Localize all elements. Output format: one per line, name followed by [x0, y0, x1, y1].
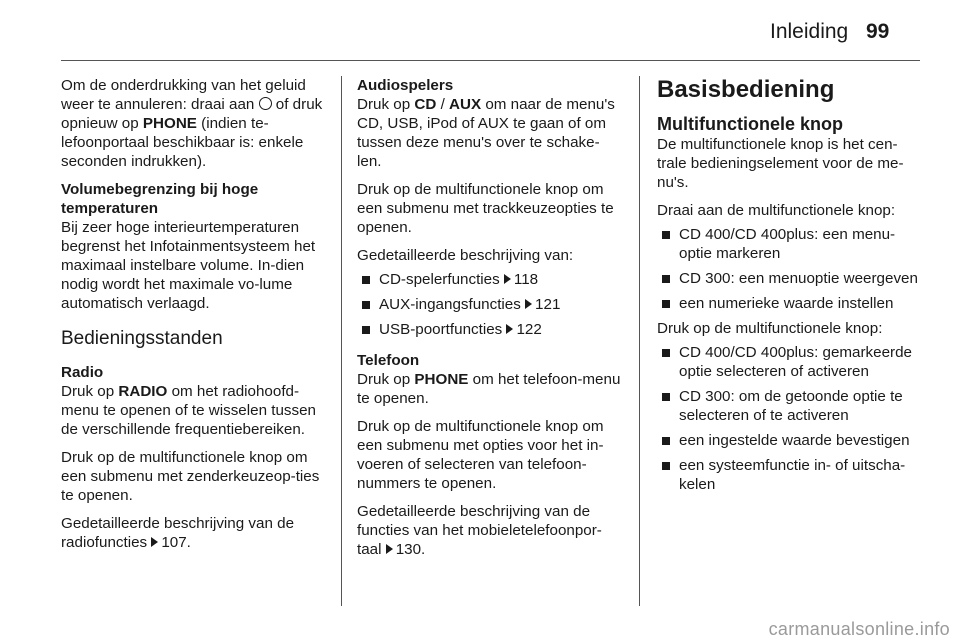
bullet-icon	[662, 462, 670, 470]
aux-key-label: AUX	[449, 96, 482, 113]
list-item: een systeemfunctie in- of uitscha-kelen	[657, 456, 925, 494]
column-1	[61, 76, 329, 561]
list-item: een ingestelde waarde bevestigen	[657, 431, 925, 450]
bullet-icon	[662, 393, 670, 401]
section-title-basisbediening: Basisbediening	[657, 76, 835, 103]
audio-function-list	[357, 270, 623, 339]
header-rule	[61, 60, 920, 61]
phone-page-ref: 130.	[395, 541, 426, 558]
radio-paragraph-3: Gedetailleerde beschrijving van de radiofuncties 107.	[61, 515, 295, 551]
press-list	[657, 343, 925, 494]
press-label: Druk op de multifunctionele knop:	[657, 320, 883, 337]
audio-paragraph-3: Gedetailleerde beschrijving van:	[357, 247, 574, 264]
list-item: CD 400/CD 400plus: gemarkeerde optie selecteren of activeren	[657, 343, 925, 381]
phone-key-label: PHONE	[142, 115, 197, 132]
turn-list	[657, 225, 925, 313]
section-title-bedieningsstanden: Bedieningsstanden	[61, 328, 223, 349]
page-ref-arrow-icon	[386, 544, 393, 554]
bullet-icon	[662, 231, 670, 239]
page-ref-arrow-icon	[525, 299, 532, 309]
radio-key-label: RADIO	[118, 383, 168, 400]
list-item: USB-poortfuncties 122	[357, 320, 623, 339]
column-2	[357, 76, 623, 568]
bullet-icon	[662, 275, 670, 283]
bullet-icon	[362, 301, 370, 309]
knob-intro: De multifunctionele knop is het cen-trale bedieningselement voor de me-nu's.	[657, 136, 904, 191]
header-title: Inleiding	[770, 20, 849, 43]
bullet-icon	[362, 326, 370, 334]
page-number: 99	[866, 20, 890, 43]
intro-paragraph: Om de onderdrukking van het geluid weer te annuleren: draai aan of druk opnieuw op PHONE (indien te-lefoonportaal beschikbaar is: enkele seconden indrukken).	[61, 77, 323, 170]
column-3	[657, 76, 925, 500]
phone-heading: Telefoon	[357, 352, 420, 369]
phone-paragraph-2: Druk op de multifunctionele knop om een submenu met opties voor het in-voeren of selecteren van telefoon-nummers te openen.	[357, 418, 604, 492]
list-item: CD-spelerfuncties 118	[357, 270, 623, 289]
radio-page-ref: 107.	[161, 534, 191, 551]
bullet-icon	[362, 276, 370, 284]
page-ref-arrow-icon	[504, 274, 511, 284]
radio-heading: Radio	[61, 364, 104, 381]
subsection-title-multifunctionele-knop: Multifunctionele knop	[657, 114, 843, 134]
volume-text: Bij zeer hoge interieurtemperaturen begrenst het Infotainmentsysteem het maximaal instelbare volume. In-dien nodig wordt het maximale vo-lume automatisch verlaagd.	[61, 219, 316, 312]
radio-paragraph-1: Druk op RADIO om het radiohoofd-menu te openen of te wisselen tussen de verschillende frequentiebereiken.	[61, 383, 316, 438]
knob-icon	[259, 97, 272, 110]
column-divider-2	[639, 76, 640, 606]
volume-heading: Volumebegrenzing bij hoge temperaturen	[61, 181, 259, 217]
cd-key-label: CD	[414, 96, 437, 113]
audio-paragraph-2: Druk op de multifunctionele knop om een submenu met trackkeuzeopties te openen.	[357, 181, 614, 236]
column-divider-1	[341, 76, 342, 606]
bullet-icon	[662, 349, 670, 357]
bullet-icon	[662, 300, 670, 308]
audio-paragraph-1: Druk op CD / AUX om naar de menu's CD, USB, iPod of AUX te gaan of om tussen deze menu's over te schake-len.	[357, 96, 615, 170]
turn-label: Draai aan de multifunctionele knop:	[657, 202, 896, 219]
list-item: CD 300: een menuoptie weergeven	[657, 269, 925, 288]
phone-paragraph-3: Gedetailleerde beschrijving van de functies van het mobieletelefoonpor-taal 130.	[357, 503, 602, 558]
phone-paragraph-1: Druk op PHONE om het telefoon-menu te openen.	[357, 371, 621, 407]
audio-heading: Audiospelers	[357, 77, 454, 94]
list-item: een numerieke waarde instellen	[657, 294, 925, 313]
watermark: carmanualsonline.info	[768, 619, 950, 639]
list-item: CD 300: om de getoonde optie te selecteren of te activeren	[657, 387, 925, 425]
list-item: CD 400/CD 400plus: een menu-optie markeren	[657, 225, 925, 263]
list-item: AUX-ingangsfuncties 121	[357, 295, 623, 314]
page-ref-arrow-icon	[151, 537, 158, 547]
phone-key-label: PHONE	[414, 371, 469, 388]
radio-paragraph-2: Druk op de multifunctionele knop om een submenu met zenderkeuzeop-ties te openen.	[61, 449, 320, 504]
page-ref-arrow-icon	[506, 324, 513, 334]
bullet-icon	[662, 437, 670, 445]
